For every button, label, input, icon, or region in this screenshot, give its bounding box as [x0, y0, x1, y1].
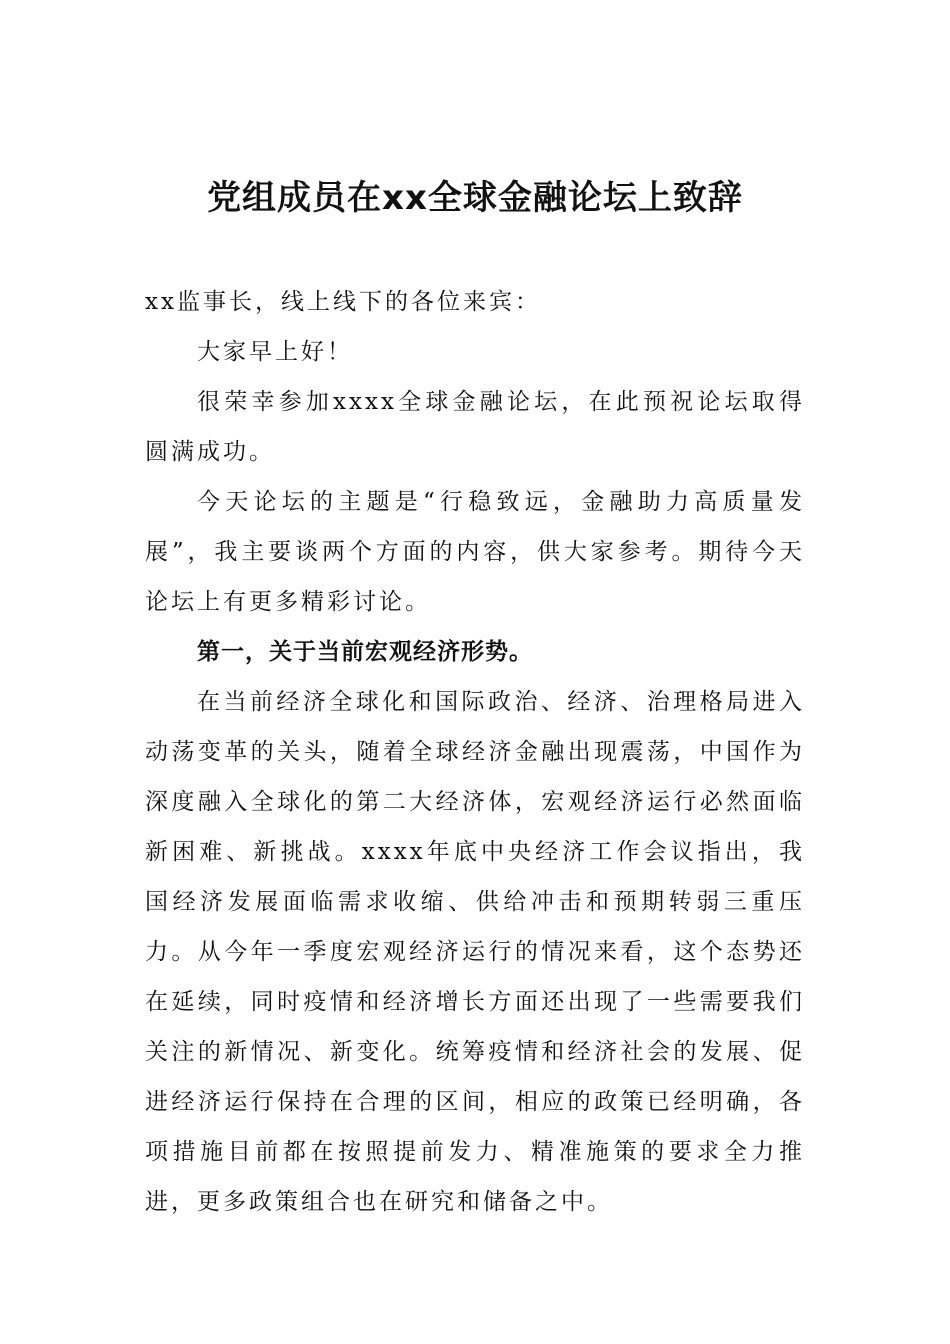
greeting: 大家早上好！	[197, 339, 353, 365]
document-body	[145, 277, 805, 1227]
salutation: xx监事长，线上线下的各位来宾：	[145, 289, 541, 315]
document-title: 党组成员在xx全球金融论坛上致辞	[207, 178, 743, 218]
paragraph-macro-economy: 在当前经济全球化和国际政治、经济、治理格局进入动荡变革的关头，随着全球经济金融出现震荡，中国作为深度融入全球化的第二大经济体，宏观经济运行必然面临新困难、新挑战。xxxx年底中央经济工作会议指出，我国经济发展面临需求收缩、供给冲击和预期转弱三重压力。从今年一季度宏观经济运行的情况来看，这个态势还在延续，同时疫情和经济增长方面还出现了一些需要我们关注的新情况、新变化。统筹疫情和经济社会的发展、促进经济运行保持在合理的区间，相应的政策已经明确，各项措施目前都在按照提前发力、精准施策的要求全力推进，更多政策组合也在研究和储备之中。	[145, 689, 805, 1215]
paragraph-opening: 很荣幸参加xxxx全球金融论坛，在此预祝论坛取得圆满成功。	[145, 389, 805, 465]
paragraph-theme: 今天论坛的主题是“行稳致远，金融助力高质量发展”，我主要谈两个方面的内容，供大家参考。期待今天论坛上有更多精彩讨论。	[145, 489, 805, 615]
section-heading: 第一，关于当前宏观经济形势。	[197, 639, 533, 665]
